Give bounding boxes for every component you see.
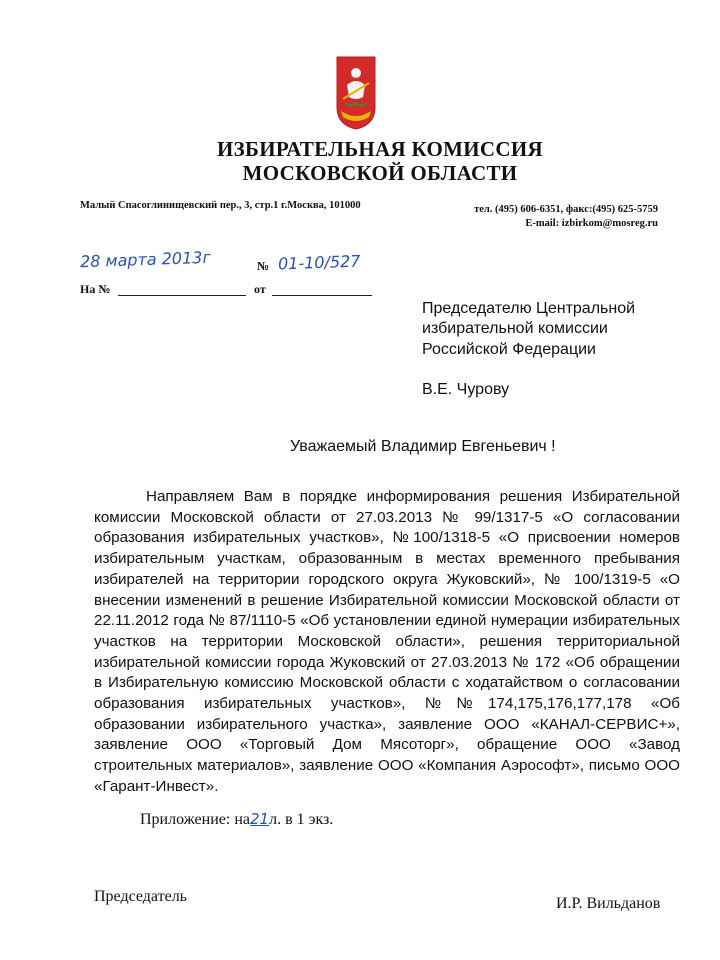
addressee-line2: избирательной комиссии	[422, 320, 608, 337]
number-label: №	[257, 259, 270, 273]
org-address: Малый Спасоглинищевский пер., 3, стр.1 г.Москва, 101000	[80, 200, 361, 211]
handwritten-page-count: 21	[249, 810, 270, 828]
letter-body: Направляем Вам в порядке информирования решения Избирательной комиссии Московской области от 27.03.2013 № 99/1317-5 «О согласовании образования избирательных участков», №100/1318-5 «О присвоении номеров избирательным участкам, образованным в местах временного пребывания избирателей на территории городского округа Жуковский», № 100/1319-5 «О внесении изменений в решение Избирательной комиссии Московской области от 22.11.2012 года № 87/1110-5 «Об установлении единой нумерации избирательных участков на территории Московской области», решения территориальной избирательной комиссии города Жуковский от 27.03.2013 № 172 «Об обращении в Избирательную комиссию Московской области с ходатайством о согласовании образования избирательных участков», №№174,175,176,177,178 «Об образовании избирательного участка», заявление ООО «КАНАЛ-СЕРВИС+», заявление ООО «Торговый Дом Мясоторг», обращение ООО «Завод строительных материалов», заявление ООО «Компания Аэрософт», письмо ООО «Гарант-Инвест».	[94, 488, 680, 795]
org-email: E-mail: izbirkom@mosreg.ru	[525, 218, 658, 229]
attachment-line	[140, 810, 333, 829]
attachment-suffix: л. в 1 экз.	[269, 811, 334, 828]
attachment-prefix: Приложение: на	[140, 811, 250, 828]
reply-number-label: На №	[80, 282, 111, 296]
addressee-line1: Председателю Центральной	[422, 300, 636, 317]
reply-date-line	[272, 295, 372, 296]
reply-number-line	[118, 295, 246, 296]
signatory-title: Председатель	[94, 888, 187, 905]
addressee-name: В.Е. Чурову	[422, 381, 510, 398]
signatory-name: И.Р. Вильданов	[556, 895, 661, 912]
moscow-oblast-emblem-icon	[333, 55, 379, 131]
salutation: Уважаемый Владимир Евгеньевич !	[290, 438, 556, 455]
org-phone: тел. (495) 606-6351, факс:(495) 625-5759	[474, 204, 658, 215]
org-name-line1: ИЗБИРАТЕЛЬНАЯ КОМИССИЯ	[217, 137, 543, 161]
reply-date-label: от	[254, 282, 266, 296]
org-name-line2: МОСКОВСКОЙ ОБЛАСТИ	[242, 161, 518, 185]
handwritten-number: 01-10/527	[277, 251, 361, 274]
addressee-line3: Российской Федерации	[422, 341, 596, 358]
handwritten-date: 28 марта 2013г	[79, 247, 212, 272]
